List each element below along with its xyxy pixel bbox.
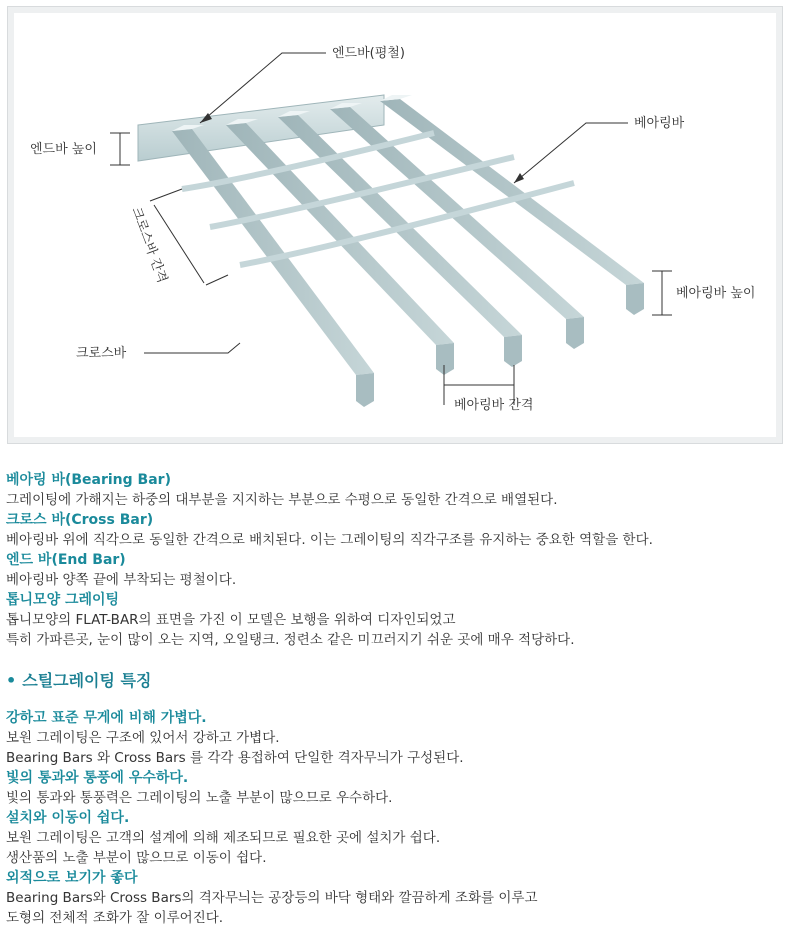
definition-title: 크로스 바(Cross Bar) — [6, 512, 154, 528]
definition-text: 베아링바 위에 직각으로 동일한 간격으로 배치된다. 이는 그레이팅의 직각구조를 유지하는 중요한 역할을 한다. — [6, 532, 653, 548]
feature-text: Bearing Bars 와 Cross Bars 를 각각 용접하여 단일한 격자무늬가 구성된다. — [6, 750, 464, 766]
feature-text: 보원 그레이팅은 고객의 설계에 의해 제조되므로 필요한 곳에 설치가 쉽다. — [6, 830, 441, 846]
feature-text: 보원 그레이팅은 구조에 있어서 강하고 가볍다. — [6, 730, 280, 746]
features-heading — [6, 668, 796, 694]
definition-text: 특히 가파른곳, 눈이 많이 오는 지역, 오일탱크. 정련소 같은 미끄러지기 쉬운 곳에 매우 적당하다. — [6, 632, 575, 648]
definition-cross-bar — [6, 510, 796, 550]
label-cross-bar: 크로스바 — [76, 346, 127, 361]
feature-text: 빛의 통과와 통풍력은 그레이팅의 노출 부분이 많으므로 우수하다. — [6, 790, 393, 806]
definition-title: 엔드 바(End Bar) — [6, 552, 126, 568]
bearing-bar-5 — [380, 95, 644, 315]
feature-title: 외적으로 보기가 좋다 — [6, 870, 138, 886]
feature-strong-light — [6, 708, 796, 768]
grating-illustration — [14, 13, 778, 439]
feature-title: 강하고 표준 무게에 비해 가볍다. — [6, 710, 207, 726]
definition-text: 톱니모양의 FLAT-BAR의 표면을 가진 이 모델은 보행을 위하여 디자인되었고 — [6, 612, 456, 628]
description-text — [6, 470, 796, 928]
bullet-icon: • — [6, 671, 17, 690]
bearing-bar-4 — [330, 103, 584, 349]
label-bearing-bar-height: 베아링바 높이 — [676, 286, 756, 301]
definition-serrated-grating — [6, 590, 796, 650]
feature-easy-install — [6, 808, 796, 868]
diagram-canvas — [14, 13, 776, 437]
features-title: 스틸그레이팅 특징 — [22, 671, 152, 690]
definition-text: 베아링바 양쪽 끝에 부착되는 평철이다. — [6, 572, 237, 588]
cross-bar-3 — [240, 183, 574, 265]
feature-light-ventilation — [6, 768, 796, 808]
feature-appearance — [6, 868, 796, 928]
label-cross-bar-spacing: 크로스바 간격 — [128, 205, 170, 286]
definition-title: 베아링 바(Bearing Bar) — [6, 472, 171, 488]
feature-text: 생산품의 노출 부분이 많으므로 이동이 쉽다. — [6, 850, 267, 866]
feature-title: 설치와 이동이 쉽다. — [6, 810, 130, 826]
definition-text: 그레이팅에 가해지는 하중의 대부분을 지지하는 부분으로 수평으로 동일한 간격으로 배열된다. — [6, 492, 558, 508]
definition-bearing-bar — [6, 470, 796, 510]
grating-diagram — [7, 6, 783, 444]
label-end-bar-height: 엔드바 높이 — [30, 142, 97, 157]
label-end-bar: 엔드바(평철) — [332, 46, 405, 61]
label-bearing-bar-spacing: 베아링바 간격 — [454, 398, 534, 413]
definition-title: 톱니모양 그레이팅 — [6, 592, 120, 608]
label-bearing-bar: 베아링바 — [634, 116, 685, 131]
feature-text: Bearing Bars와 Cross Bars의 격자무늬는 공장등의 바닥 형태와 깔끔하게 조화를 이루고 — [6, 890, 538, 906]
definition-end-bar — [6, 550, 796, 590]
feature-text: 도형의 전체적 조화가 잘 이루어진다. — [6, 910, 224, 926]
feature-title: 빛의 통과와 통풍에 우수하다. — [6, 770, 189, 786]
